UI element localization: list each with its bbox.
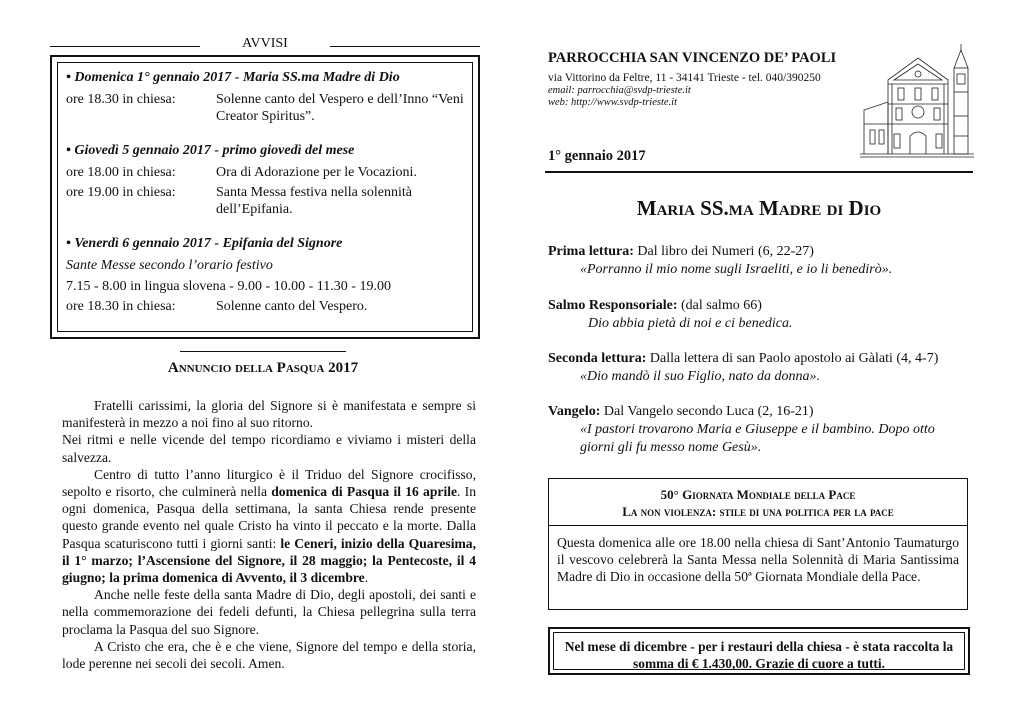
annuncio-body xyxy=(62,397,476,672)
donation-notice-inner xyxy=(553,632,965,670)
event-time: ore 19.00 in chiesa: xyxy=(66,185,176,200)
reading-label: Seconda lettura: xyxy=(548,351,647,366)
avvisi-box xyxy=(50,55,480,339)
church-drawing-icon xyxy=(858,40,978,162)
annuncio-paragraph: Fratelli carissimi, la gloria del Signore si è manifestata e sempre si manifesterà in mezzo a noi fino al suo ritorno. xyxy=(62,398,476,431)
easter-date: domenica di Pasqua il 16 aprile xyxy=(271,484,458,500)
mass-times: 7.15 - 8.00 in lingua slovena - 9.00 - 10.00 - 11.30 - 19.00 xyxy=(66,279,391,294)
event-row xyxy=(66,298,464,315)
date-rule xyxy=(545,171,973,173)
reading-quote: «Porranno il mio nome sugli Israeliti, e io li benedirò». xyxy=(580,262,893,277)
reading-source: Dal Vangelo secondo Luca (2, 16-21) xyxy=(600,404,814,419)
event-desc: Solenne canto del Vespero e dell’Inno “Veni Creator Spiritus”. xyxy=(216,92,464,124)
parish-name: PARROCCHIA SAN VINCENZO DE’ PAOLI xyxy=(548,50,837,66)
reading-quote: «I pastori trovarono Maria e Giuseppe e il bambino. Dopo otto giorni gli fu messo nome Gesù». xyxy=(580,422,935,455)
peace-day-box xyxy=(548,478,968,610)
bulletin-date: 1° gennaio 2017 xyxy=(548,148,646,164)
peace-day-subtitle: La non violenza: stile di una politica per la pace xyxy=(622,504,894,519)
donation-notice xyxy=(548,627,970,675)
parish-address: via Vittorino da Feltre, 11 - 34141 Trieste - tel. 040/390250 xyxy=(548,72,821,84)
reading-psalm xyxy=(548,297,973,333)
parish-email: email: parrocchia@svdp-trieste.it xyxy=(548,85,691,96)
reading-source: Dal libro dei Numeri (6, 22-27) xyxy=(633,244,814,259)
reading-label: Vangelo: xyxy=(548,404,601,419)
reading-label: Salmo Responsoriale: xyxy=(548,298,678,313)
reading-source: Dalla lettera di san Paolo apostolo ai Gàlati (4, 4-7) xyxy=(646,351,939,366)
event-row xyxy=(66,91,464,125)
annuncio-paragraph: Nei ritmi e nelle vicende del tempo ricordiamo e viviamo i misteri della salvezza. xyxy=(62,432,476,465)
event-time: ore 18.30 in chiesa: xyxy=(66,299,176,314)
reading-label: Prima lettura: xyxy=(548,244,634,259)
heading-rule-left xyxy=(50,46,200,47)
event-time: ore 18.30 in chiesa: xyxy=(66,92,176,107)
text-run: . xyxy=(364,570,369,586)
event-subtitle: Sante Messe secondo l’orario festivo xyxy=(66,258,273,273)
peace-day-text: Questa domenica alle ore 18.00 nella chiesa di Sant’Antonio Taumaturgo il vescovo celebrerà la Santa Messa nella Solennità di Maria Santissima Madre di Dio in occasione della 50ª Giornata Mondiale della Pace. xyxy=(557,535,959,584)
annuncio-paragraph xyxy=(62,466,476,586)
text-run: . In ogni domenica, Pasqua della settimana, la santa Chiesa rende presente questo grande evento nel quale Cristo ha vinto il peccato e la morte. Dalla Pasqua scaturiscono tutti i giorni santi: xyxy=(62,484,476,551)
avvisi-box-inner xyxy=(57,62,473,332)
annuncio-paragraph: Anche nelle feste della santa Madre di Dio, degli apostoli, dei santi e nella commemorazione dei fedeli defunti, la Chiesa pellegrina sulla terra proclama la Pasqua del suo Signore. xyxy=(62,587,476,637)
event-desc: Santa Messa festiva nella solennità dell’Epifania. xyxy=(216,185,412,217)
event-row xyxy=(66,164,464,181)
annuncio-rule xyxy=(180,351,346,352)
peace-day-rule xyxy=(549,525,967,526)
event-title: • Venerdì 6 gennaio 2017 - Epifania del Signore xyxy=(66,236,343,251)
heading-rule-right xyxy=(330,46,480,47)
holy-days: le Ceneri, inizio della Quaresima, il 1° marzo; l’Ascensione del Signore, il 28 maggio; la Pentecoste, il 4 giugno; la prima domenica di Avvento, il 3 dicembre xyxy=(62,535,476,586)
annuncio-paragraph: A Cristo che era, che è e che viene, Signore del tempo e della storia, lode perenne nei secoli dei secoli. Amen. xyxy=(62,638,476,672)
reading-source: (dal salmo 66) xyxy=(677,298,762,313)
feast-title: Maria SS.ma Madre di Dio xyxy=(636,196,882,220)
event-title: • Domenica 1° gennaio 2017 - Maria SS.ma Madre di Dio xyxy=(66,70,400,85)
avvisi-heading xyxy=(50,36,480,56)
event-desc: Solenne canto del Vespero. xyxy=(216,299,368,314)
annuncio-title: Annuncio della Pasqua 2017 xyxy=(167,360,359,376)
reading-quote: Dio abbia pietà di noi e ci benedica. xyxy=(588,316,793,331)
reading-first xyxy=(548,243,973,279)
donation-text: Nel mese di dicembre - per i restauri della chiesa - è stata raccolta la somma di € 1.430,00. Grazie di cuore a tutti. xyxy=(564,639,954,671)
event-title: • Giovedì 5 gennaio 2017 - primo giovedì del mese xyxy=(66,143,355,158)
parish-web: web: http://www.svdp-trieste.it xyxy=(548,97,678,108)
event-desc: Ora di Adorazione per le Vocazioni. xyxy=(216,165,417,180)
text-run: Centro di tutto l’anno liturgico è il Triduo del Signore crocifisso, sepolto e risorto, che culminerà nella xyxy=(62,466,476,500)
avvisi-title: AVVISI xyxy=(242,36,288,51)
peace-day-title: 50° Giornata Mondiale della Pace xyxy=(660,487,856,502)
reading-second xyxy=(548,350,973,386)
event-row xyxy=(66,184,464,218)
event-time: ore 18.00 in chiesa: xyxy=(66,165,176,180)
reading-quote: «Dio mandò il suo Figlio, nato da donna». xyxy=(580,369,820,384)
reading-gospel xyxy=(548,403,973,457)
